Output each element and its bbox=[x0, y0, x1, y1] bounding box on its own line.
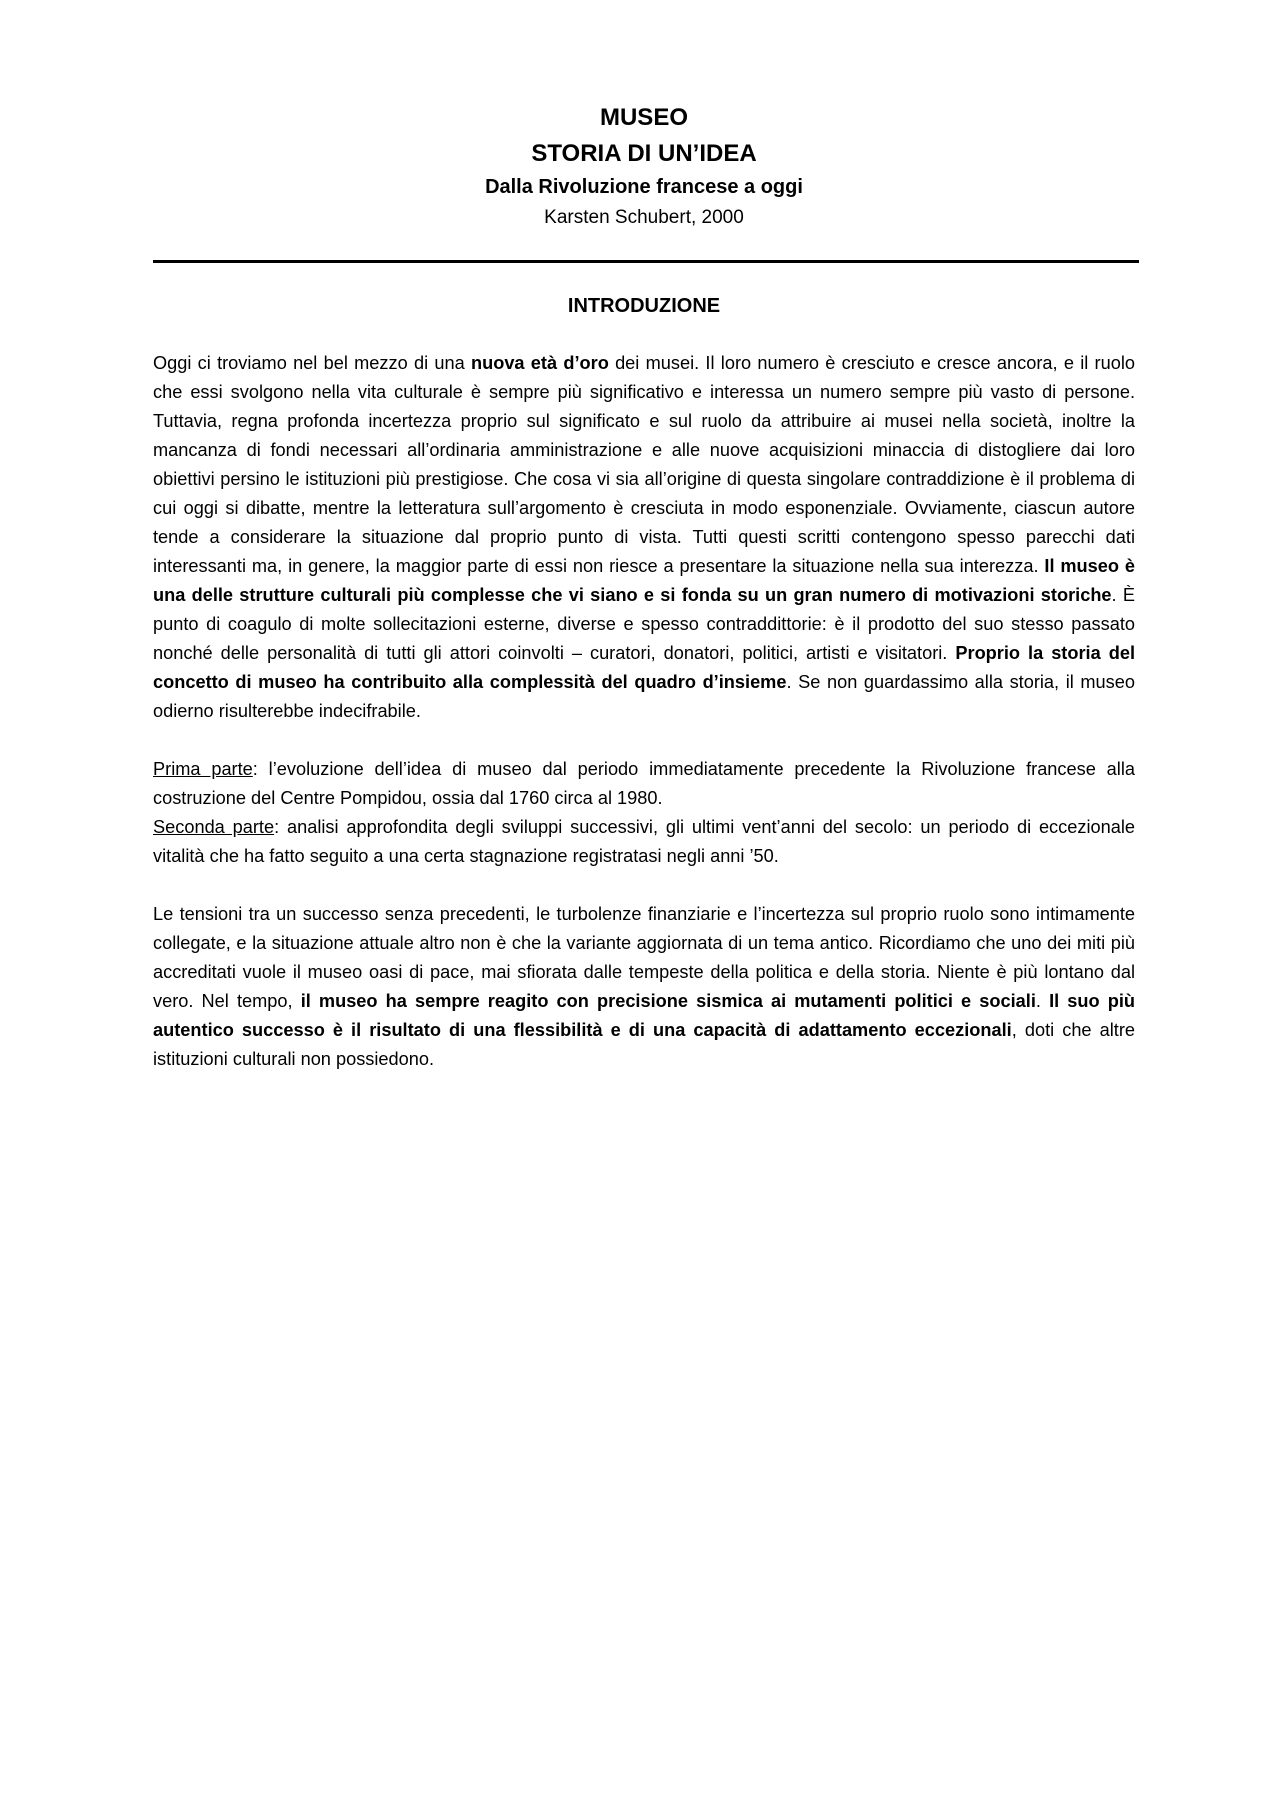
intro-bold-3: Proprio la storia del concetto di museo ha contribuito alla complessità del quadro d’insieme bbox=[153, 643, 1135, 692]
closing-bold-2: Il suo più autentico successo è il risultato di una flessibilità e di una capacità di adattamento eccezionali bbox=[153, 991, 1136, 1040]
document-title-line-2: STORIA DI UN’IDEA bbox=[531, 140, 757, 167]
section-heading: INTRODUZIONE bbox=[567, 295, 721, 317]
first-part-label: Prima parte bbox=[153, 759, 253, 779]
document-header bbox=[153, 100, 1135, 234]
closing-bold-1: il museo ha sempre reagito con precisione sismica ai mutamenti politici e sociali bbox=[300, 991, 1036, 1011]
intro-text-1: Oggi ci troviamo nel bel mezzo di una bbox=[153, 353, 471, 373]
second-part-label: Seconda parte bbox=[153, 817, 275, 837]
intro-text-4: . Se non guardassimo alla storia, il museo odierno risulterebbe indecifrabile. bbox=[153, 672, 1135, 721]
intro-paragraph bbox=[153, 349, 1135, 726]
intro-bold-1: nuova età d’oro bbox=[470, 353, 609, 373]
intro-text-3: . È punto di coagulo di molte sollecitazioni esterne, diverse e spesso contraddittorie: è il prodotto del suo stesso passato nonché delle personalità di tutti gli attori coinvolti – curatori, donatori, politici, artisti e visitatori. bbox=[153, 585, 1135, 663]
closing-text-1: Le tensioni tra un successo senza precedenti, le turbolenze finanziarie e l’incertezza sul proprio ruolo sono intimamente collegate, e la situazione attuale altro non è che la variante aggiornata di un tema antico. Ricordiamo che uno dei miti più accreditati vuole il museo oasi di pace, mai sfiorata dalle tempeste della politica e della storia. Niente è più lontano dal vero. Nel tempo, bbox=[153, 904, 1135, 1011]
intro-bold-2: Il museo è una delle strutture culturali più complesse che vi siano e si fonda su un gran numero di motivazioni storiche bbox=[153, 556, 1135, 605]
document-subtitle: Dalla Rivoluzione francese a oggi bbox=[485, 176, 803, 198]
closing-text-3: , doti che altre istituzioni culturali non possiedono. bbox=[153, 1020, 1135, 1069]
first-part-text: : l’evoluzione dell’idea di museo dal periodo immediatamente precedente la Rivoluzione francese alla costruzione del Centre Pompidou, ossia dal 1760 circa al 1980. bbox=[153, 759, 1135, 808]
closing-paragraph bbox=[153, 900, 1135, 1074]
parts-paragraph bbox=[153, 755, 1135, 871]
document-title-line-1: MUSEO bbox=[599, 104, 688, 131]
header-divider bbox=[153, 260, 1139, 263]
intro-text-2: dei musei. Il loro numero è cresciuto e cresce ancora, e il ruolo che essi svolgono nella vita culturale è sempre più significativo e interessa un numero sempre più vasto di persone. Tuttavia, regna profonda incertezza proprio sul significato e sul ruolo da attribuire ai musei nella società, inoltre la mancanza di fondi necessari all’ordinaria amministrazione e alle nuove acquisizioni minaccia di distogliere dai loro obiettivi persino le istituzioni più prestigiose. Che cosa vi sia all’origine di questa singolare contraddizione è il problema di cui oggi si dibatte, mentre la letteratura sull’argomento è cresciuta in modo esponenziale. Ovviamente, ciascun autore tende a considerare la situazione dal proprio punto di vista. Tutti questi scritti contengono spesso parecchi dati interessanti ma, in genere, la maggior parte di essi non riesce a presentare la situazione nella sua interezza. bbox=[153, 353, 1135, 576]
closing-text-2: . bbox=[1035, 991, 1050, 1011]
second-part-text: : analisi approfondita degli sviluppi successivi, gli ultimi vent’anni del secolo: un periodo di eccezionale vitalità che ha fatto seguito a una certa stagnazione registratasi negli anni ’50. bbox=[153, 817, 1135, 866]
document-page bbox=[153, 100, 1135, 1074]
document-author: Karsten Schubert, 2000 bbox=[544, 207, 744, 228]
